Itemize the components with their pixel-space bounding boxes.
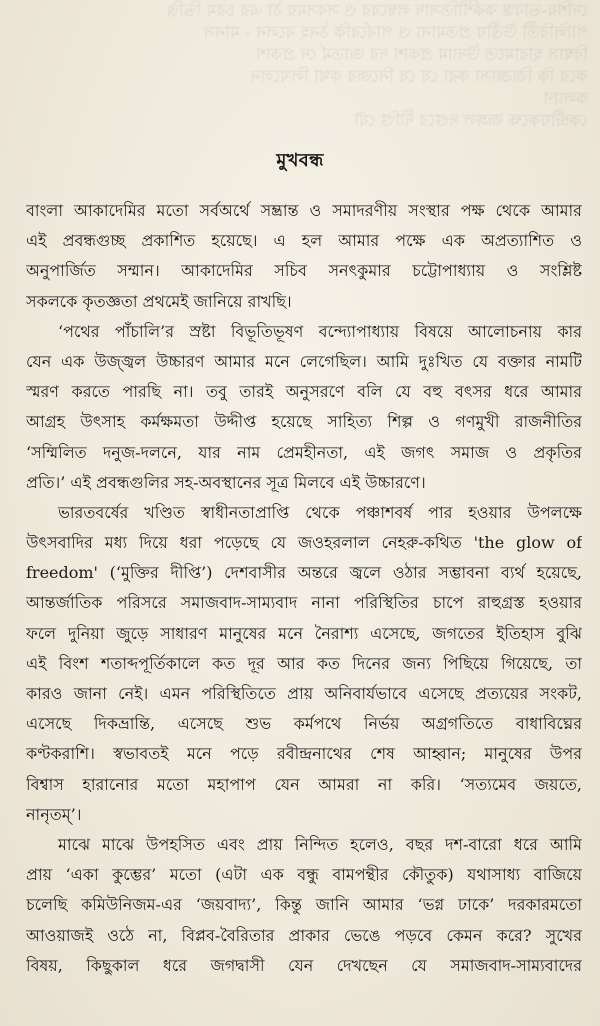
text-line: অনুপার্জিত সম্মান। আকাদেমির সচিব সনৎকুমার চট্টোপাধ্যায় ও সংশ্লিষ্ট [26, 261, 582, 281]
text-line: আগ্রহ উৎসাহ কর্মক্ষমতা উদ্দীপ্ত হয়েছে সাহিত্য শিল্প ও গণমুখী রাজনীতির [26, 412, 582, 432]
text-line: উৎসবাদির মধ্য দিয়ে ধরা পড়েছে যে জওহরলাল নেহরু-কথিত 'the glow of [26, 533, 582, 553]
text-line: যেন এক উজ্জ্বল উচ্চারণ আমার মনে লেগেছিল। আমি দুঃখিত যে বক্তার নামটি [26, 351, 582, 371]
text-line: স্মরণ করতে পারছি না। তবু তারই অনুসরণে বলি যে বহু বৎসর ধরে আমার [26, 382, 582, 402]
text-line: মাঝে মাঝে উপহসিত এবং প্রায় নিন্দিত হলেও, বছর দশ-বারো ধরে আমি [58, 834, 582, 854]
text-line: এই প্রবন্ধগুচ্ছ প্রকাশিত হয়েছে। এ হল আমার পক্ষে এক অপ্রত্যাশিত ও [26, 231, 582, 251]
bleed-line: দেশিয়-ভাবস্ত কর্কশীতিসাদ লম্বরের ও সবসময় ঠা এর চরম ভিত্তি [166, 1, 588, 21]
text-line: এসেছে দিকভ্রান্তি, এসেছে শুভ কর্মপথে নির্ভয় অগ্রগতিতে বাধাবিঘ্নের [26, 714, 582, 734]
text-line: ভারতবর্ষের খণ্ডিত স্বাধীনতাপ্রাপ্তি থেকে পঞ্চাশবর্ষ পার হওয়ার উপলক্ষে [58, 502, 582, 522]
body-text [26, 196, 582, 981]
text-line: ফলে দুনিয়া জুড়ে সাধারণ মানুষের মনে নৈরাশ্য এসেছে, জগতের ইতিহাস বুঝি [26, 623, 582, 643]
bleed-line: কেন্দ্রীয়কক্ষে জঙ্গল দপ্তরে দীপ্তি যৌ [354, 111, 588, 131]
text-line: আওয়াজই ওঠে না, বিপ্লব-বৈরিতার প্রাকার ভেঙে পড়বে কেমন করে? সুখের [26, 925, 582, 945]
text-line: কণ্টকরাশি। স্বভাবতই মনে পড়ে রবীন্দ্রনাথের শেষ আহ্বান; মানুষের উপর [26, 744, 582, 764]
bleed-line: কল্যাণ [543, 89, 588, 109]
text-line: চলেছি কমিউনিজম-এর ‘জয়বাদ্য’, কিন্তু জানি আমার ‘ভগ্ন ঢাকে’ দরকারমতো [26, 895, 582, 915]
text-line: প্রায় ‘একা কুম্ভের’ মতো (এটা এক বন্ধু বামপন্থীর কৌতুক) যথাসাধ্য বাজিয়ে [26, 865, 582, 885]
text-line: বিশ্বাস হারানোর মতো মহাপাপ যেন আমরা না করি। ‘সত্যমেব জয়তে, [26, 774, 582, 794]
bleed-line: বিশ্বাস হারামতে উদ্যাম প্রকাশ দর জাতর্ম দে প্রকাশ [255, 45, 588, 65]
text-line: ‘সম্মিলিত দনুজ-দলনে, যার নাম প্রেমহীনতা, এই জগৎ সমাজ ও প্রকৃতির [26, 442, 582, 462]
text-line: freedom' (‘মুক্তির দীপ্তি’) দেশবাসীর অন্তরে জ্বলে ওঠার সম্ভাবনা ব্যর্থ হয়েছে, [26, 563, 582, 583]
text-line: নানৃতম্’। [26, 804, 82, 824]
text-line: বাংলা আকাদেমির মতো সর্বঅর্থে সম্ভ্রান্ত ও সমাদরণীয় সংস্থার পক্ষ থেকে আমার [26, 201, 582, 220]
text-line: বিষয়, কিছুকাল ধরে জগদ্বাসী যেন দেখছেন যে সমাজবাদ-সাম্যবাদের [26, 955, 582, 975]
text-line: আন্তর্জাতিক পরিসরে সমাজবাদ-সাম্যবাদ নানা পরিস্থিতির চাপে রাহুগ্রস্ত হওয়ার [26, 593, 582, 613]
text-line: ‘পথের পাঁচালি’র স্রষ্টা বিভূতিভূষণ বন্দ্যোপাধ্যায় বিষয়ে আলোচনায় কার [58, 321, 582, 341]
bleed-through-text [18, 0, 588, 140]
text-line: এই বিংশ শতাব্দপূর্তিকালে কত দূর আর কত দিনের জন্য পিছিয়ে গিয়েছে, তা [26, 653, 582, 673]
bleed-line: করে কি জিজ্ঞাসা করা যে যে নিজের কথা লিখলেন [250, 67, 588, 87]
text-line: সকলকে কৃতজ্ঞতা প্রথমেই জানিয়ে রাখছি। [26, 291, 292, 311]
text-line: কারও জানা নেই। এমন পরিস্থিতিতে প্রায় অনিবার্যভাবে এসেছে প্রত্যয়ের সংকট, [26, 684, 582, 703]
page-heading: মুখবন্ধ [276, 150, 324, 171]
text-line: প্রতি।’ এই প্রবন্ধগুলির সহ-অবস্থানের সূত্র মিলবে এই উচ্চারণে। [26, 472, 426, 492]
bleed-line: পালিরিতী উত্তীয় প্রতমান্য ও পার্বরেকি ঠনহ বলেন - মানস [203, 23, 588, 43]
